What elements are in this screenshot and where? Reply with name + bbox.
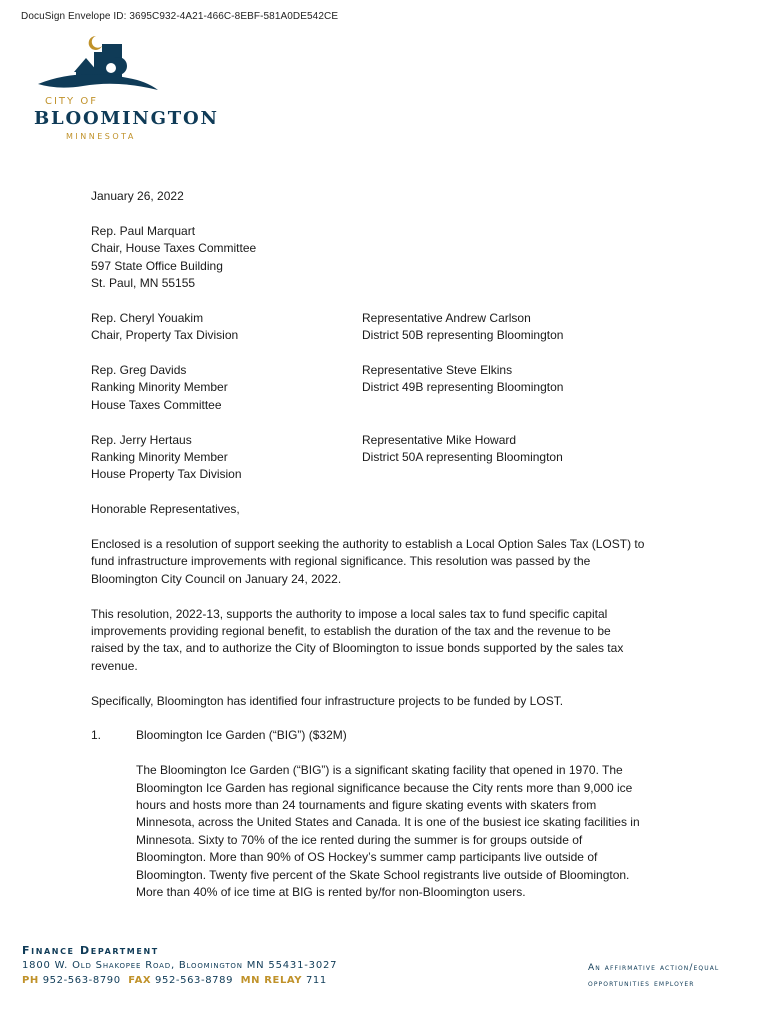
footer-address: 1800 W. Old Shakopee Road, Bloomington MN 55431-3027 <box>22 960 338 971</box>
fax-number: 952-563-8789 <box>155 975 234 986</box>
recipient-right <box>362 432 681 484</box>
recipient-line: Rep. Greg Davids <box>91 363 187 378</box>
recipient-left <box>91 362 362 414</box>
logo-city-of: CITY OF <box>45 96 98 107</box>
recipient-line: District 49B representing Bloomington <box>362 380 564 395</box>
paragraph-line: Bloomington City Council on January 24, 2022. <box>91 571 342 586</box>
fax-label: FAX <box>128 975 152 986</box>
paragraph <box>91 536 681 588</box>
phone-label: PH <box>22 975 39 986</box>
list-item-line: hours and hosts more than 24 tournaments and figure skating events with skaters from <box>136 798 597 813</box>
recipient-row <box>91 362 681 414</box>
list-item-line: Bloomington Ice Garden has regional significance because the City rents more than 9,000 ice <box>136 780 633 795</box>
relay-number: 711 <box>305 975 327 986</box>
salutation: Honorable Representatives, <box>91 502 240 517</box>
paragraph-line: fund infrastructure improvements with regional significance. This resolution was passed by the <box>91 554 591 569</box>
eeo-line: An affirmative action/equal <box>588 963 720 973</box>
city-logo <box>30 32 219 147</box>
footer-eeo-statement <box>588 960 763 992</box>
letter-body <box>91 188 681 902</box>
city-skyline-icon <box>38 32 158 94</box>
recipient-left <box>91 310 362 345</box>
paragraph-line: raised by the tax, and to authorize the City of Bloomington to issue bonds supported by the sales tax <box>91 641 624 656</box>
recipient-line: Ranking Minority Member <box>91 380 228 395</box>
recipient-right <box>362 310 681 345</box>
recipient-line: Chair, Property Tax Division <box>91 328 239 343</box>
recipient-line: Ranking Minority Member <box>91 450 228 465</box>
addressee-line: St. Paul, MN 55155 <box>91 276 196 291</box>
addressee-line: Chair, House Taxes Committee <box>91 241 257 256</box>
list-item-title: Bloomington Ice Garden (“BIG”) ($32M) <box>136 728 347 743</box>
docusign-envelope-id: DocuSign Envelope ID: 3695C932-4A21-466C-8EBF-581A0DE542CE <box>21 11 339 22</box>
list-item-body <box>91 762 681 901</box>
footer-contact <box>22 943 337 988</box>
recipient-line: District 50A representing Bloomington <box>362 450 563 465</box>
footer-department: Finance Department <box>22 944 159 957</box>
footer-phones <box>22 973 337 988</box>
list-item-line: Minnesota. Sixty to 70% of the ice rented during the summer is for groups outside of <box>136 832 583 847</box>
addressee-line: Rep. Paul Marquart <box>91 223 196 238</box>
relay-label: MN RELAY <box>240 975 303 986</box>
list-item-line: The Bloomington Ice Garden (“BIG”) is a significant skating facility that opened in 1970. The <box>136 763 623 778</box>
recipient-row <box>91 310 681 345</box>
recipient-line: Rep. Jerry Hertaus <box>91 432 192 447</box>
paragraph <box>91 606 681 676</box>
recipient-line: Rep. Cheryl Youakim <box>91 310 204 325</box>
list-item-line: Minnesota, across the United States and Canada. It is one of the busiest ice skating facilities in <box>136 815 640 830</box>
letter-date: January 26, 2022 <box>91 189 184 203</box>
logo-state: MINNESOTA <box>66 132 136 141</box>
list-item-number: 1. <box>91 728 102 743</box>
recipient-left <box>91 432 362 484</box>
recipient-line: Representative Mike Howard <box>362 432 517 447</box>
paragraph-line: This resolution, 2022-13, supports the authority to impose a local sales tax to fund specific capital <box>91 606 608 621</box>
list-item-heading <box>91 727 681 744</box>
addressee-line: 597 State Office Building <box>91 258 223 273</box>
logo-city-name: BLOOMINGTON <box>34 108 219 129</box>
phone-number: 952-563-8790 <box>42 975 121 986</box>
addressee-block <box>91 223 681 293</box>
paragraph-line: Enclosed is a resolution of support seeking the authority to establish a Local Option Sales Tax (LOST) to <box>91 537 645 552</box>
list-item-line: Bloomington. Twenty five percent of the Skate School registrants live outside of Bloomington. <box>136 867 630 882</box>
recipient-row <box>91 432 681 484</box>
paragraph-line: Specifically, Bloomington has identified four infrastructure projects to be funded by LOST. <box>91 693 564 708</box>
paragraph <box>91 693 681 710</box>
eeo-line: opportunities employer <box>588 979 695 989</box>
recipient-line: House Taxes Committee <box>91 397 222 412</box>
recipient-line: Representative Steve Elkins <box>362 363 513 378</box>
list-item-line: Bloomington. More than 90% of OS Hockey’s summer camp participants live outside of <box>136 850 598 865</box>
recipient-line: District 50B representing Bloomington <box>362 328 564 343</box>
paragraph-line: improvements providing regional benefit, to establish the duration of the tax and the revenue to be <box>91 624 611 639</box>
paragraph-line: revenue. <box>91 658 138 673</box>
recipient-line: Representative Andrew Carlson <box>362 310 531 325</box>
recipient-right <box>362 362 681 414</box>
list-item-line: More than 40% of ice time at BIG is rented by/for non-Bloomington users. <box>136 885 526 900</box>
recipient-line: House Property Tax Division <box>91 467 242 482</box>
